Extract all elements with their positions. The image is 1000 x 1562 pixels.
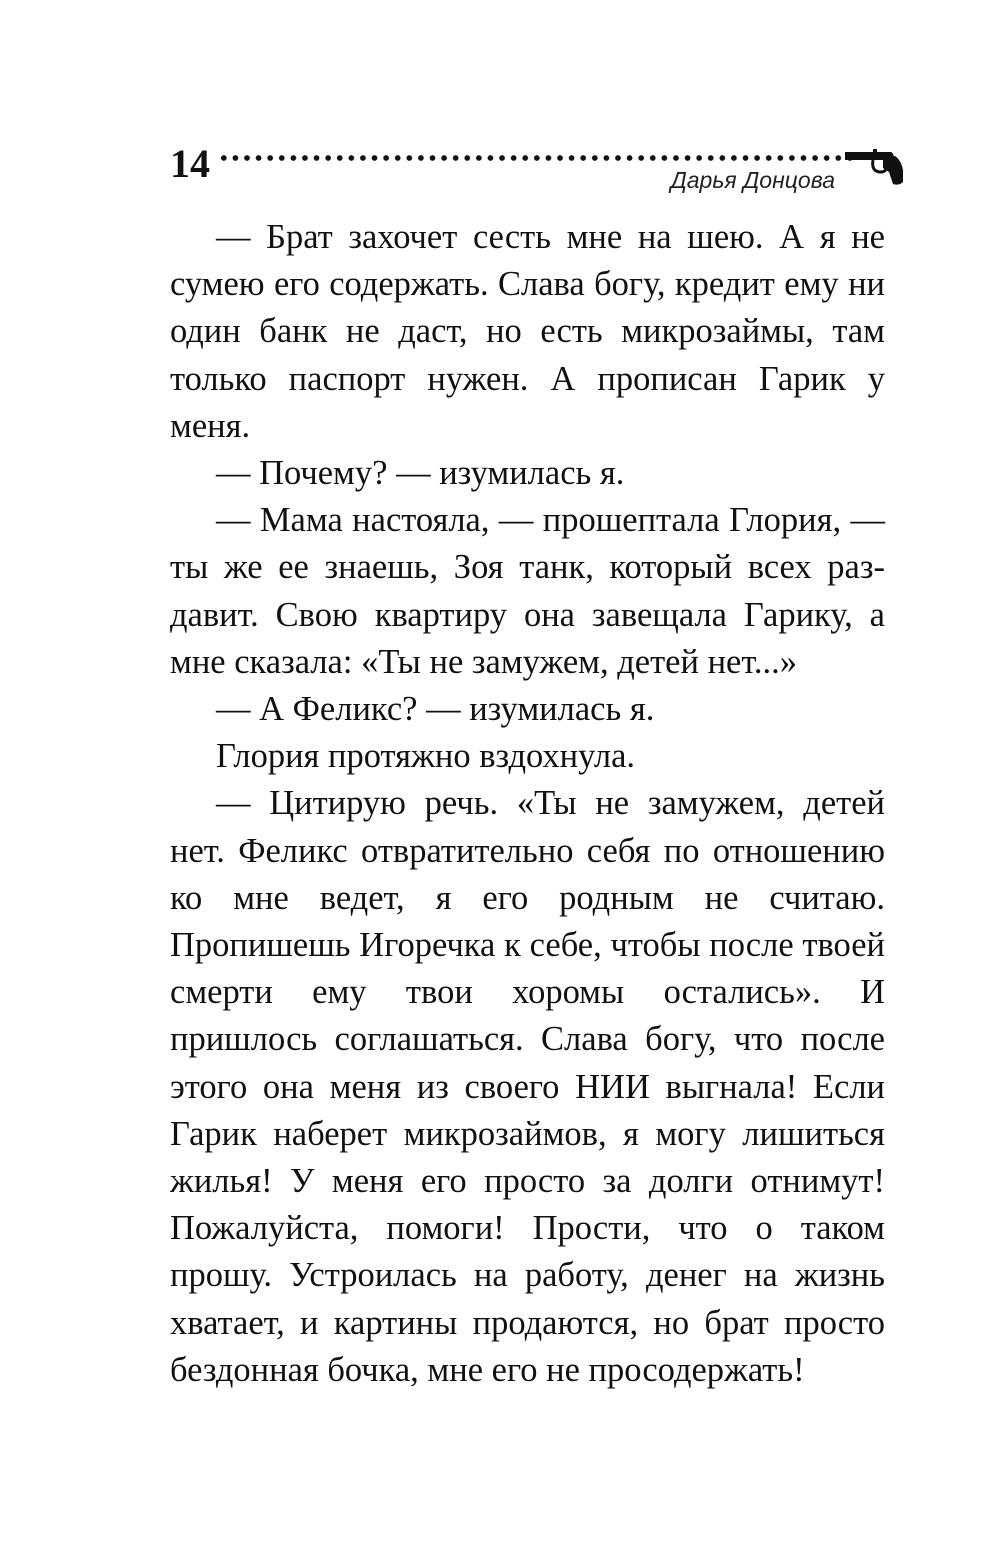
paragraph: — Цитирую речь. «Ты не замужем, детей нет. Феликс отвратительно себя по отношению ко мне ведет, я его родным не считаю. Пропишешь Игоречка к себе, чтобы после твоей смерти ему твои хоромы остались». И пришлось соглашаться. Слава богу, что после этого она меня из своего НИИ выгнала! Если Гарик наберет микрозаймов, я могу лишиться жилья! У меня его просто за долги отнимут! Пожалуйста, помоги! Прости, что о таком прошу. Устроилась на работу, денег на жизнь хватает, и картины продаются, но брат просто бездонная бочка, мне его не просодержать! (170, 784, 885, 1389)
paragraph: — Брат захочет сесть мне на шею. А я не сумею его содержать. Слава богу, кредит ему ни один банк не даст, но есть микрозаймы, там только паспорт нужен. А прописан Гарик у меня. (170, 218, 885, 445)
body-text (170, 214, 885, 1394)
paragraph: — Почему? — изумилась я. (216, 454, 625, 493)
paragraph: Глория протяжно вздохнула. (216, 737, 636, 776)
paragraph: — Мама настояла, — прошептала Глория, — ты же ее знаешь, Зоя танк, который всех раздавит. Свою квартиру она завещала Гарику, а мне сказала: «Ты не замужем, детей нет...» (170, 501, 885, 681)
dot-leader (218, 154, 858, 162)
paragraph: — А Феликс? — изумилась я. (216, 690, 655, 729)
running-head-author: Дарья Донцова (670, 167, 835, 193)
revolver-icon (843, 146, 905, 186)
page-number: 14 (170, 141, 210, 186)
page-header (170, 140, 905, 200)
